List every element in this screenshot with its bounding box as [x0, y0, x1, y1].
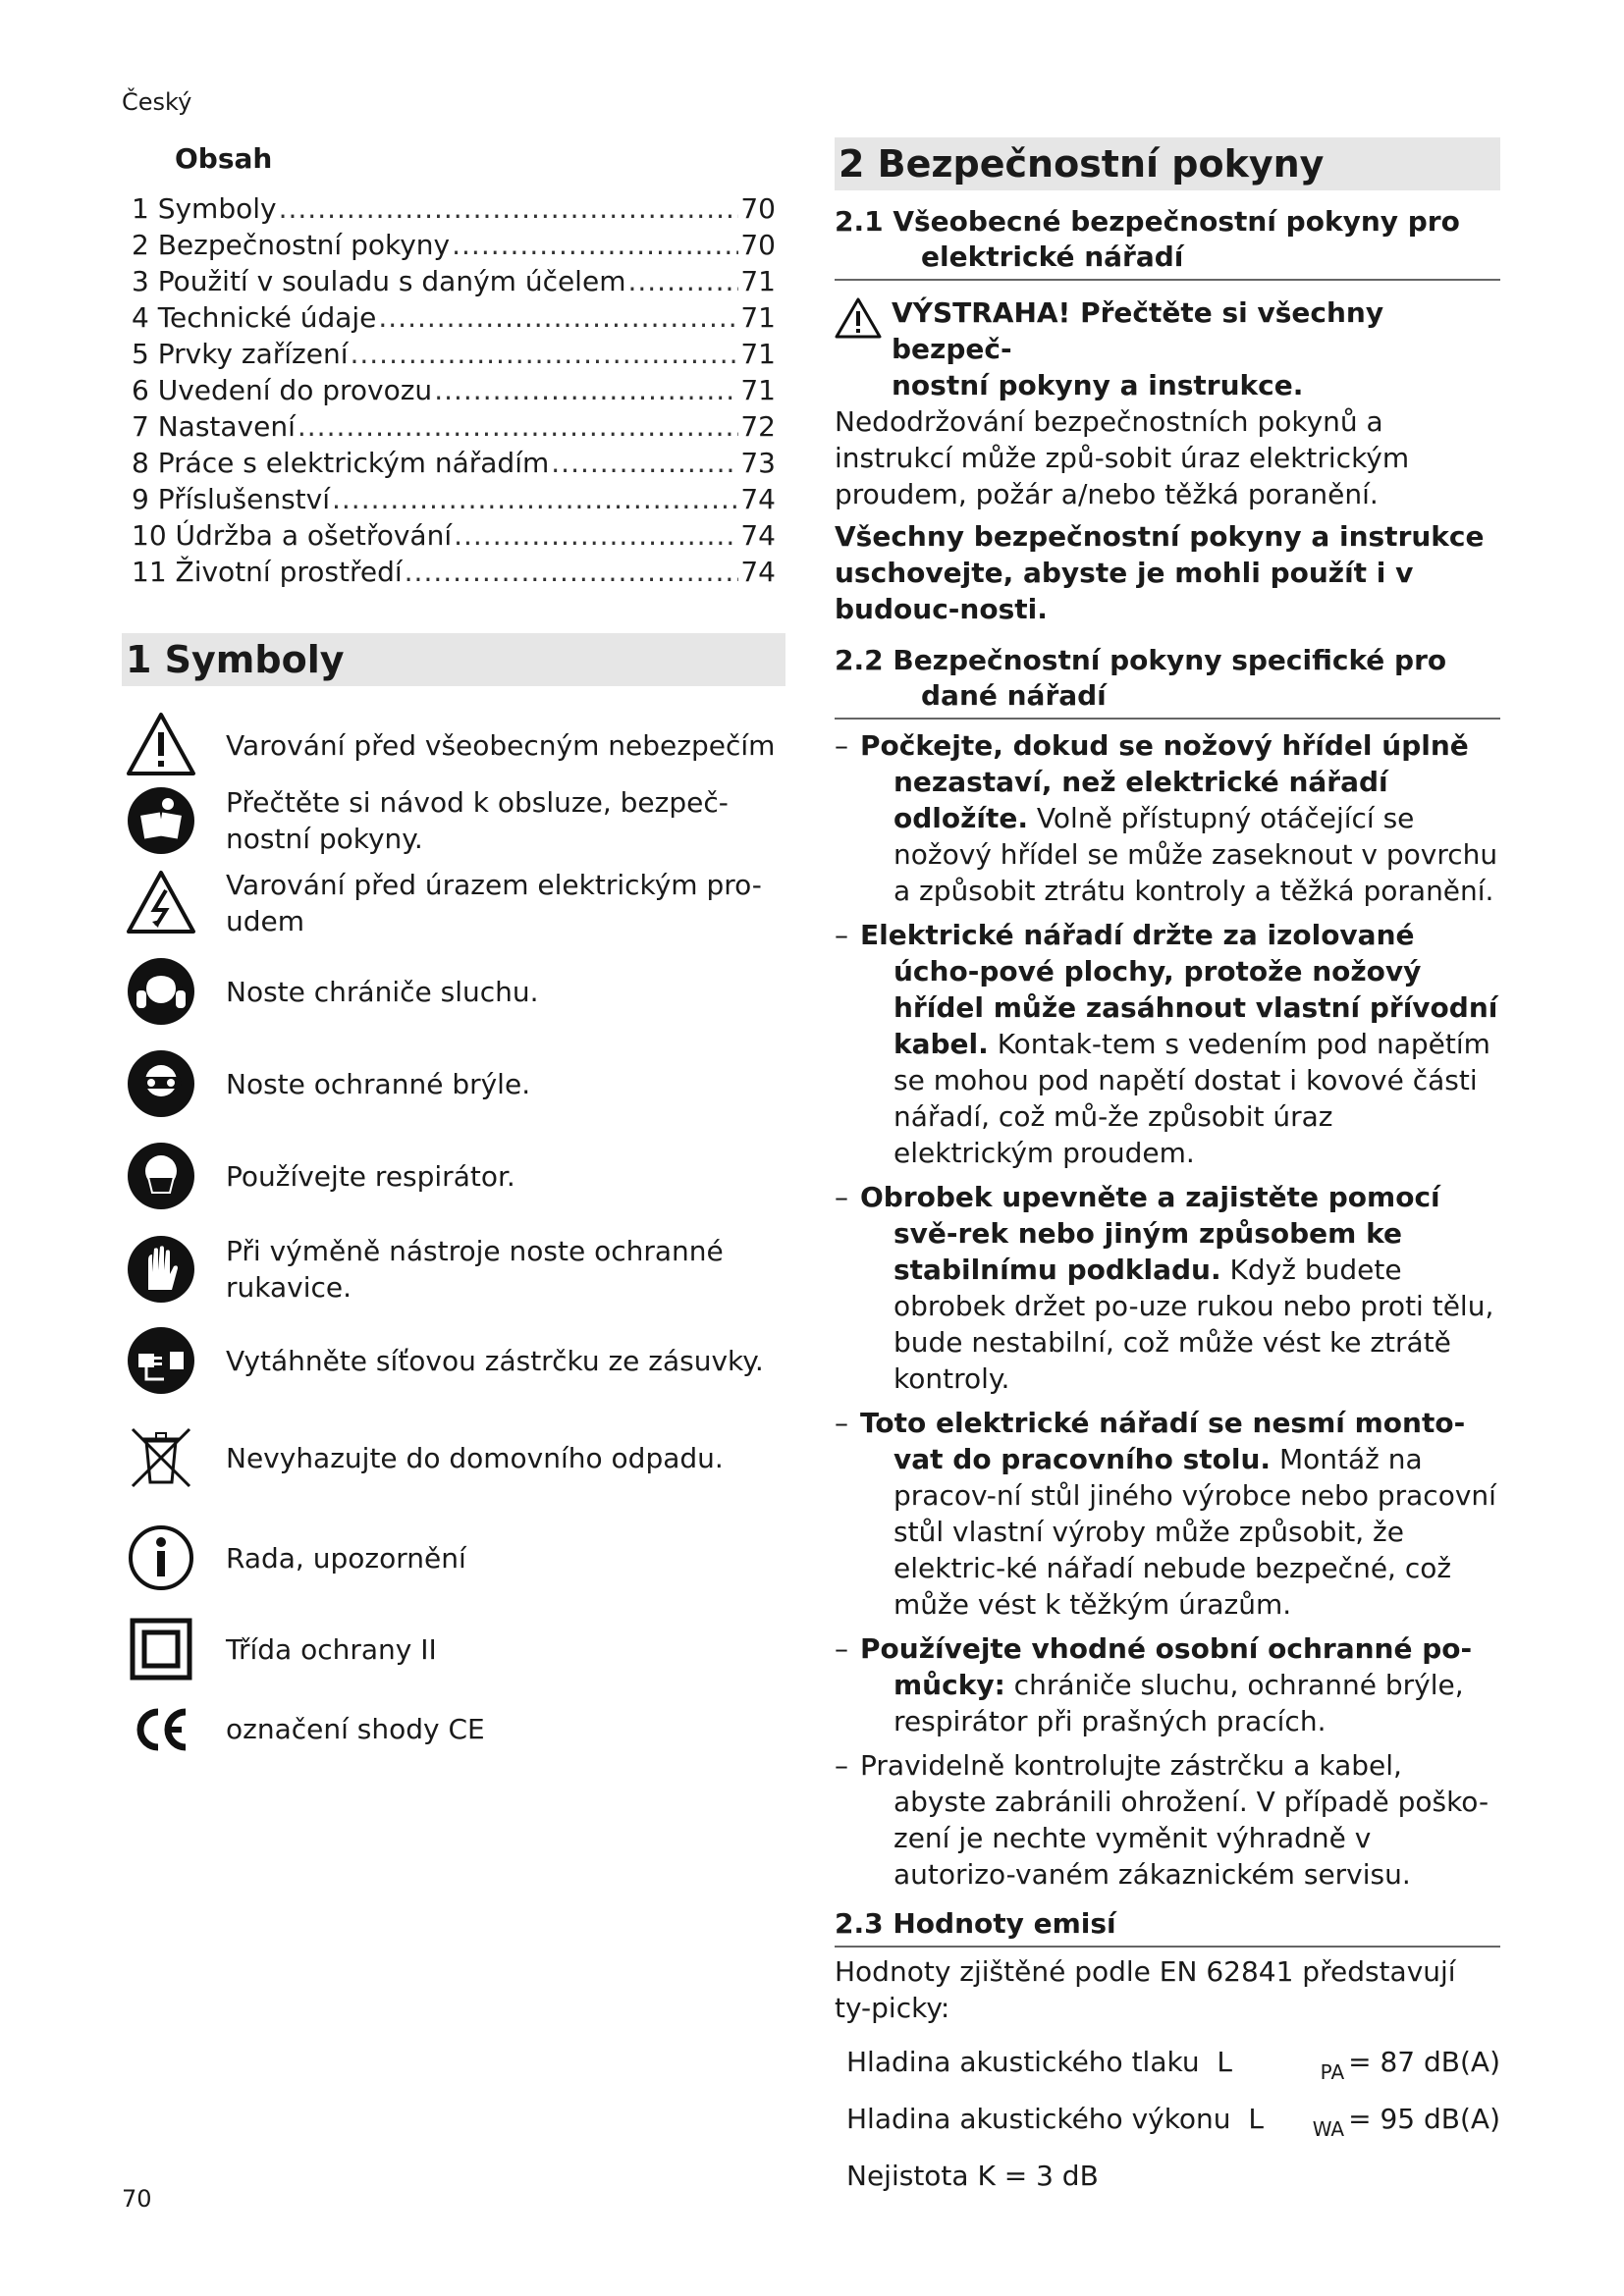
toc-entry-label: 5 Prvky zařízení: [132, 338, 349, 370]
toc-entry-label: 8 Práce s elektrickým nářadím: [132, 447, 550, 479]
left-column: [122, 137, 785, 1764]
toc-entry-page: 72: [740, 410, 776, 443]
toc-entry-page: 70: [740, 192, 776, 225]
toc-leader-dots: [279, 190, 739, 227]
toc-leader-dots: [434, 372, 738, 408]
electric-shock-warning-icon: [122, 864, 200, 942]
toc-leader-dots: [454, 517, 738, 554]
toc-entry: [132, 408, 776, 445]
toc-entry: [132, 263, 776, 299]
toc-entry-label: 2 Bezpečnostní pokyny: [132, 229, 451, 261]
toc-leader-dots: [350, 336, 738, 372]
bullet-dash: –: [835, 1749, 848, 1782]
toc-entry-page: 71: [740, 265, 776, 297]
symbol-row: [122, 945, 785, 1038]
emission-subscript: PA: [1320, 2060, 1345, 2084]
toc-leader-dots: [405, 554, 739, 590]
symbol-row: [122, 780, 785, 861]
emission-value: = 87 dB(A): [1348, 2046, 1500, 2078]
toc-leader-dots: [332, 481, 738, 517]
toc-leader-dots: [378, 299, 738, 336]
symbol-description: Používejte respirátor.: [226, 1159, 515, 1193]
toc-entry: [132, 227, 776, 263]
section-2-1-heading-line2: elektrické nářadí: [921, 240, 1184, 273]
symbol-description: označení shody CE: [226, 1712, 485, 1745]
toc-entry-label: 1 Symboly: [132, 192, 277, 225]
symbol-row: [122, 1038, 785, 1130]
toc-entry-page: 74: [740, 483, 776, 515]
warning-body: Nedodržování bezpečnostních pokynů a instrukcí může způ-sobit úraz elektrickým proudem, požár a/nebo těžká poranění.: [835, 405, 1410, 510]
symbol-row: [122, 1316, 785, 1405]
section-2-2-heading-line2: dané nářadí: [921, 679, 1107, 712]
toc-entry: [132, 517, 776, 554]
symbol-row: [122, 1605, 785, 1693]
toc-entry-label: 10 Údržba a ošetřování: [132, 519, 453, 552]
bullet-body-text: Když budete obrobek držet po-uze rukou nebo proti tělu, bude nestabilní, což může vést ke ztrátě kontroly.: [893, 1254, 1494, 1395]
toc-entry-label: 9 Příslušenství: [132, 483, 330, 515]
toc-entry-label: 6 Uvedení do provozu: [132, 374, 433, 406]
emission-values-table: [835, 2046, 1500, 2216]
general-warning-icon: [122, 706, 200, 784]
toc-entry-page: 74: [740, 556, 776, 588]
safety-bullet: [835, 1179, 1500, 1397]
emission-label: Hladina akustického tlaku L: [846, 2046, 1232, 2078]
bullet-body-text: Volně přístupný otáčející se nožový hřídel se může zaseknout v povrchu a způsobit ztrátu kontroly a těžká poranění.: [893, 802, 1498, 907]
symbol-description: Přečtěte si návod k obsluze, bezpeč- nostní pokyny.: [226, 786, 729, 855]
unplug-icon: [122, 1321, 200, 1400]
safety-bullet: [835, 727, 1500, 909]
safety-bullet: [835, 917, 1500, 1171]
safety-bullet: [835, 1747, 1500, 1893]
symbol-description: Při výměně nástroje noste ochranné rukavice.: [226, 1235, 724, 1304]
safety-goggles-icon: [122, 1044, 200, 1123]
symbol-description: Rada, upozornění: [226, 1541, 466, 1575]
toc-entry: [132, 372, 776, 408]
section-2-title: 2 Bezpečnostní pokyny: [835, 137, 1500, 190]
toc-leader-dots: [551, 445, 738, 481]
bullet-bold-text: Počkejte, dokud se nožový hřídel úplně nezastaví, než elektrické nářadí odložíte.: [860, 729, 1469, 834]
symbol-description: Noste ochranné brýle.: [226, 1067, 531, 1100]
bullet-bold-text: Používejte vhodné osobní ochranné po-můcky:: [860, 1632, 1473, 1701]
toc-entry: [132, 299, 776, 336]
toc-entry-label: 11 Životní prostředí: [132, 556, 403, 588]
toc-entry-page: 71: [740, 374, 776, 406]
toc-entry-page: 71: [740, 301, 776, 334]
warning-bold-line2: nostní pokyny a instrukce.: [892, 369, 1304, 401]
warning-bold-line1: VÝSTRAHA! Přečtěte si všechny bezpeč-: [892, 296, 1384, 365]
hearing-protection-icon: [122, 952, 200, 1031]
section-2-2-heading: [835, 643, 1500, 720]
table-of-contents: [122, 190, 776, 590]
page-number: 70: [122, 2185, 152, 2213]
symbol-row: [122, 1511, 785, 1605]
gloves-icon: [122, 1230, 200, 1308]
symbol-row: [122, 1405, 785, 1511]
read-manual-icon: [122, 781, 200, 860]
bullet-dash: –: [835, 1181, 848, 1213]
toc-entry-label: 3 Použití v souladu s daným účelem: [132, 265, 626, 297]
symbol-description: Varování před všeobecným nebezpečím: [226, 728, 776, 762]
section-2-1-heading-line1: 2.1 Všeobecné bezpečnostní pokyny pro: [835, 205, 1460, 238]
section-1-title: 1 Symboly: [122, 633, 785, 686]
toc-leader-dots: [452, 227, 738, 263]
right-column: [835, 137, 1500, 2216]
symbol-description: Vytáhněte síťovou zástrčku ze zásuvky.: [226, 1344, 764, 1377]
bullet-bold-text: Toto elektrické nářadí se nesmí monto-vat do pracovního stolu.: [860, 1407, 1466, 1475]
bullet-body-text: Kontak-tem s vedením pod napětím se mohou pod napětí dostat i kovové části nářadí, což mů-že způsobit úraz elektrickým proudem.: [893, 1028, 1490, 1169]
bullet-body-text: chrániče sluchu, ochranné brýle, respirátor při prašných pracích.: [893, 1669, 1464, 1737]
keep-instructions-text: Všechny bezpečnostní pokyny a instrukce uschovejte, abyste je mohli použít i v budouc-nosti.: [835, 520, 1485, 625]
emission-label: Hladina akustického výkonu L: [846, 2103, 1264, 2135]
bullet-bold-text: Elektrické nářadí držte za izolované úcho-pové plochy, protože nožový hřídel může zasáhnout vlastní přívodní kabel.: [860, 919, 1498, 1060]
emission-row: [835, 2160, 1500, 2216]
symbol-description: Třída ochrany II: [226, 1632, 437, 1666]
emissions-intro: Hodnoty zjištěné podle EN 62841 představují ty-picky:: [835, 1955, 1456, 2024]
tool-safety-bullets: [835, 727, 1500, 1893]
bullet-body-text: Montáž na pracov-ní stůl jiného výrobce nebo pracovní stůl vlastní výroby může způsobit, že elektric-ké nářadí nebude bezpečné, což může vést k těžkým úrazům.: [893, 1443, 1496, 1621]
toc-entry: [132, 336, 776, 372]
toc-entry: [132, 481, 776, 517]
toc-entry-page: 74: [740, 519, 776, 552]
info-icon: [122, 1519, 200, 1597]
emission-value: = 95 dB(A): [1348, 2103, 1500, 2135]
emission-row: [835, 2103, 1500, 2160]
symbol-row: [122, 1130, 785, 1222]
toc-entry-label: 7 Nastavení: [132, 410, 296, 443]
toc-entry: [132, 554, 776, 590]
protection-class-ii-icon: [122, 1610, 200, 1688]
symbol-row: [122, 1693, 785, 1764]
toc-entry: [132, 445, 776, 481]
section-2-1-heading: [835, 204, 1500, 281]
toc-entry-label: 4 Technické údaje: [132, 301, 377, 334]
safety-bullet: [835, 1405, 1500, 1623]
bullet-dash: –: [835, 919, 848, 951]
warning-triangle-icon: [835, 296, 882, 340]
toc-leader-dots: [627, 263, 738, 299]
toc-title: Obsah: [175, 142, 273, 175]
respirator-icon: [122, 1137, 200, 1215]
symbol-description: Noste chrániče sluchu.: [226, 975, 539, 1008]
bullet-dash: –: [835, 729, 848, 762]
bullet-body-text: Pravidelně kontrolujte zástrčku a kabel, abyste zabránili ohrožení. V případě poško-zení je nechte vyměnit výhradně v autorizo-vaném zákaznickém servisu.: [860, 1749, 1489, 1891]
symbol-row: [122, 710, 785, 780]
emission-subscript: WA: [1312, 2117, 1345, 2141]
safety-bullet: [835, 1630, 1500, 1739]
toc-entry-page: 71: [740, 338, 776, 370]
symbol-description: Varování před úrazem elektrickým pro- udem: [226, 869, 762, 937]
warning-paragraph: [835, 294, 1500, 512]
symbols-list: [122, 710, 785, 1764]
bullet-dash: –: [835, 1407, 848, 1439]
toc-entry-page: 70: [740, 229, 776, 261]
toc-entry-page: 73: [740, 447, 776, 479]
symbol-row: [122, 1222, 785, 1316]
section-2-3-heading: 2.3 Hodnoty emisí: [835, 1906, 1500, 1948]
symbol-description: Nevyhazujte do domovního odpadu.: [226, 1441, 724, 1474]
bullet-dash: –: [835, 1632, 848, 1665]
bullet-bold-text: Obrobek upevněte a zajistěte pomocí svě-rek nebo jiným způsobem ke stabilnímu podkladu.: [860, 1181, 1440, 1286]
ce-mark-icon: [122, 1689, 200, 1768]
toc-entry: [132, 190, 776, 227]
page-language-label: Český: [122, 88, 192, 116]
symbol-row: [122, 861, 785, 945]
toc-leader-dots: [298, 408, 738, 445]
crossed-bin-icon: [122, 1418, 200, 1497]
emission-row: [835, 2046, 1500, 2103]
section-2-2-heading-line1: 2.2 Bezpečnostní pokyny specifické pro: [835, 644, 1447, 676]
emission-label: Nejistota K = 3 dB: [846, 2160, 1099, 2192]
